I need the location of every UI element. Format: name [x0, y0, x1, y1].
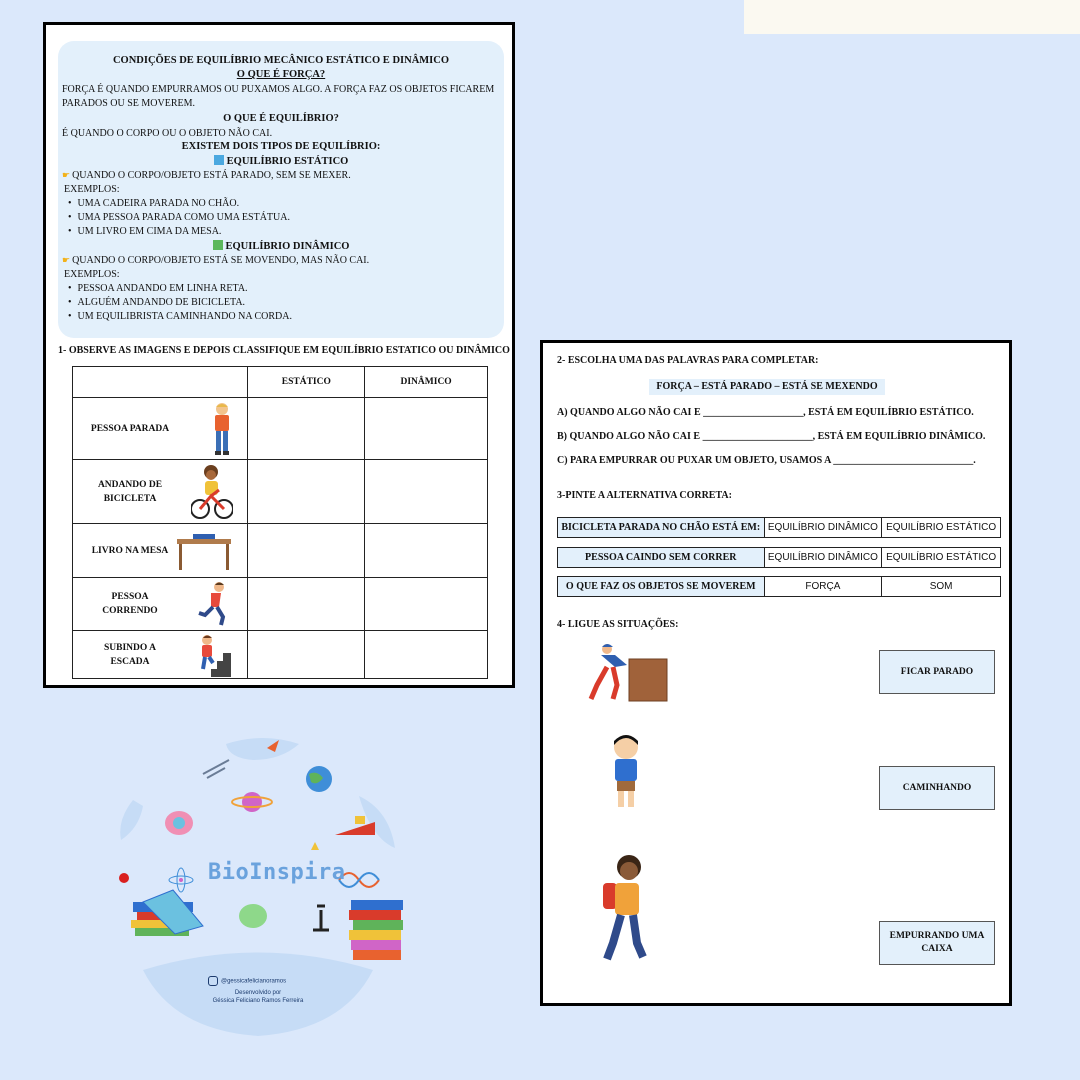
climbing-stairs-icon: [197, 633, 233, 677]
list-item: • UMA PESSOA PARADA COMO UMA ESTÁTUA.: [68, 212, 290, 223]
dinamico-cell[interactable]: [365, 524, 488, 578]
item-a: A) QUANDO ALGO NÃO CAI E ____________________, ESTÁ EM EQUILÍBRIO ESTÁTICO.: [557, 407, 974, 418]
option-choice[interactable]: FORÇA: [765, 577, 883, 596]
equilibrio-text: É QUANDO O CORPO OU O OBJETO NÃO CAI.: [62, 128, 273, 139]
question-2: 2- ESCOLHA UMA DAS PALAVRAS PARA COMPLETAR:: [557, 355, 819, 366]
running-person-icon: [197, 581, 233, 627]
bioinspira-logo: [103, 730, 413, 1040]
book-on-table-icon: [175, 530, 233, 572]
option-choice[interactable]: EQUILÍBRIO DINÂMICO: [765, 518, 883, 537]
exemplos-label: EXEMPLOS:: [64, 184, 120, 195]
blue-square-icon: [214, 155, 224, 165]
pointing-hand-icon: ☛: [62, 256, 71, 266]
dinamico-cell[interactable]: [365, 578, 488, 631]
brand-name: BioInspira: [208, 860, 346, 885]
list-item: • UM EQUILIBRISTA CAMINHANDO NA CORDA.: [68, 311, 292, 322]
instagram-handle: @gessicafelicianoramos: [208, 976, 286, 986]
item-b: B) QUANDO ALGO NÃO CAI E ______________________, ESTÁ EM EQUILÍBRIO DINÂMICO.: [557, 431, 986, 442]
word-bank: FORÇA – ESTÁ PARADO – ESTÁ SE MEXENDO: [649, 379, 885, 395]
table-row: [73, 631, 488, 679]
estatico-cell[interactable]: [248, 398, 365, 460]
table-header: DINÂMICO: [365, 367, 488, 398]
option-choice[interactable]: EQUILÍBRIO ESTÁTICO: [886, 552, 997, 563]
pushing-box-icon: [587, 641, 671, 705]
list-item: • UM LIVRO EM CIMA DA MESA.: [68, 226, 221, 237]
table-row: [73, 460, 488, 524]
option-choice[interactable]: EQUILÍBRIO DINÂMICO: [765, 548, 883, 567]
question-equilibrio: O QUE É EQUILÍBRIO?: [223, 113, 339, 124]
row-label: LIVRO NA MESA: [91, 545, 169, 556]
worksheet-2: [540, 340, 1012, 1006]
match-box-caminhando[interactable]: CAMINHANDO: [879, 766, 995, 810]
option-choice[interactable]: SOM: [929, 581, 953, 592]
option-row: [557, 517, 1001, 538]
option-label: O QUE FAZ OS OBJETOS SE MOVEREM: [558, 577, 765, 596]
estatico-cell[interactable]: [248, 524, 365, 578]
dinamico-cell[interactable]: [365, 631, 488, 679]
developed-by: Desenvolvido por: [234, 990, 282, 996]
dinamico-cell[interactable]: [365, 398, 488, 460]
estatico-cell[interactable]: [248, 460, 365, 524]
table-row: [73, 398, 488, 460]
author-name: Géssica Feliciano Ramos Ferreira: [212, 998, 304, 1004]
table-header: [73, 367, 248, 398]
row-label: SUBINDO A ESCADA: [104, 642, 156, 667]
sheet-title: CONDIÇÕES DE EQUILÍBRIO MECÂNICO ESTÁTICO E DINÂMICO: [112, 55, 450, 66]
classification-table: [72, 366, 488, 679]
table-row: [73, 578, 488, 631]
option-label: PESSOA CAINDO SEM CORRER: [558, 548, 765, 567]
question-1: 1- OBSERVE AS IMAGENS E DEPOIS CLASSIFIQUE EM EQUILÍBRIO ESTATICO OU DINÂMICO: [58, 345, 510, 356]
dinamico-cell[interactable]: [365, 460, 488, 524]
list-item: • ALGUÉM ANDANDO DE BICICLETA.: [68, 297, 245, 308]
question-3: 3-PINTE A ALTERNATIVA CORRETA:: [557, 490, 732, 501]
green-square-icon: [213, 240, 223, 250]
forca-text: FORÇA É QUANDO EMPURRAMOS OU PUXAMOS ALGO. A FORÇA FAZ OS OBJETOS FICAREM PARADOS OU SE MOVEREM.: [62, 84, 495, 109]
table-row: [73, 524, 488, 578]
info-box: [58, 41, 504, 338]
question-4: 4- LIGUE AS SITUAÇÕES:: [557, 619, 679, 630]
option-row: [557, 576, 1001, 597]
estatico-definition: ☛ QUANDO O CORPO/OBJETO ESTÁ PARADO, SEM SE MEXER.: [62, 170, 351, 181]
row-label: PESSOA PARADA: [90, 423, 170, 434]
match-box-empurrando[interactable]: EMPURRANDO UMA CAIXA: [879, 921, 995, 965]
dinamico-heading: EQUILÍBRIO DINÂMICO: [58, 240, 504, 252]
exemplos-label: EXEMPLOS:: [64, 269, 120, 280]
standing-boy-icon: [609, 733, 643, 811]
worksheet-1: [43, 22, 515, 688]
row-label: PESSOA CORRENDO: [102, 592, 158, 616]
dinamico-definition: ☛ QUANDO O CORPO/OBJETO ESTÁ SE MOVENDO, MAS NÃO CAI.: [62, 255, 370, 266]
item-c: C) PARA EMPURRAR OU PUXAR UM OBJETO, USAMOS A ____________________________.: [557, 455, 976, 466]
corner-panel: [744, 0, 1080, 34]
list-item: • UMA CADEIRA PARADA NO CHÃO.: [68, 198, 239, 209]
tipos-heading: EXISTEM DOIS TIPOS DE EQUILÍBRIO:: [181, 141, 381, 152]
walking-student-icon: [599, 853, 655, 965]
row-label: ANDANDO DE BICICLETA: [97, 479, 163, 504]
option-row: [557, 547, 1001, 568]
match-box-ficar-parado[interactable]: FICAR PARADO: [879, 650, 995, 694]
pointing-hand-icon: ☛: [62, 171, 71, 181]
bicycle-child-icon: [191, 464, 233, 520]
list-item: • PESSOA ANDANDO EM LINHA RETA.: [68, 283, 248, 294]
question-forca: O QUE É FORÇA?: [236, 69, 326, 80]
option-label: BICICLETA PARADA NO CHÃO ESTÁ EM:: [558, 518, 765, 537]
standing-person-icon: [211, 402, 233, 456]
estatico-cell[interactable]: [248, 631, 365, 679]
estatico-cell[interactable]: [248, 578, 365, 631]
option-choice[interactable]: EQUILÍBRIO ESTÁTICO: [886, 522, 997, 533]
table-header: ESTÁTICO: [248, 367, 365, 398]
instagram-icon: [208, 976, 218, 986]
estatico-heading: EQUILÍBRIO ESTÁTICO: [58, 155, 504, 167]
